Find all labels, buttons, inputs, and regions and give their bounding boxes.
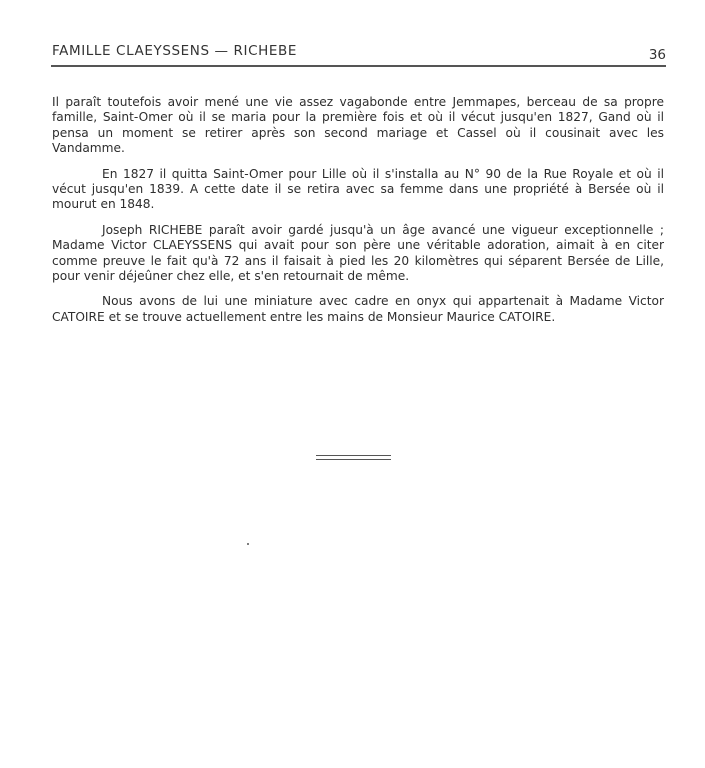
- end-rule-bottom: [316, 459, 391, 460]
- paragraph-1: Il paraît toutefois avoir mené une vie assez vagabonde entre Jemmapes, berceau de sa propre famille, Saint-Omer où il se maria pour la première fois et où il vécut jusqu'en 1827, Gand où il pensa un moment se retirer après son second mariage et Cassel où il cousinait avec les Vandamme.: [52, 95, 664, 156]
- page-number: 36: [648, 47, 666, 63]
- paragraph-4: Nous avons de lui une miniature avec cadre en onyx qui appartenait à Madame Victor CATOIRE et se trouve actuellement entre les mains de Monsieur Maurice CATOIRE.: [52, 294, 664, 324]
- header-rule: [51, 65, 666, 67]
- body-text: [52, 95, 664, 335]
- running-header: FAMILLE CLAEYSSENS — RICHEBE: [52, 43, 298, 59]
- paragraph-2: En 1827 il quitta Saint-Omer pour Lille où il s'installa au N° 90 de la Rue Royale et où il vécut jusqu'en 1839. A cette date il se retira avec sa femme dans une propriété à Bersée où il mourut en 1848.: [52, 166, 664, 212]
- paper-speck: [247, 543, 249, 545]
- paragraph-3: Joseph RICHEBE paraît avoir gardé jusqu'à un âge avancé une vigueur exceptionnelle ; Madame Victor CLAEYSSENS qui avait pour son père une véritable adoration, aimait à en citer comme preuve le fait qu'à 72 ans il faisait à pied les 20 kilomètres qui séparent Bersée de Lille, pour venir déjeûner chez elle, et s'en retournait de même.: [52, 222, 664, 284]
- end-rule-top: [316, 455, 391, 456]
